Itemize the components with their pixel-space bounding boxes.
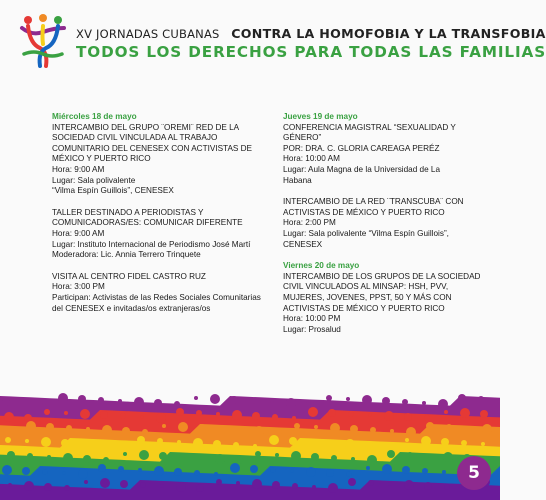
rainbow-drip: [196, 410, 202, 416]
event-title: CONTRA LA HOMOFOBIA Y LA TRANSFOBIA: [231, 26, 546, 41]
rainbow-drip: [346, 471, 352, 477]
rainbow-drip: [140, 415, 144, 419]
event-line: Hora: 2:00 PM: [283, 218, 336, 228]
rainbow-drip: [478, 396, 484, 402]
rainbow-drip: [62, 471, 66, 475]
rainbow-drip: [424, 482, 432, 490]
rainbow-drip: [24, 414, 32, 422]
rainbow-drip: [424, 415, 430, 421]
rainbow-drip: [351, 457, 355, 461]
rainbow-drip: [422, 468, 428, 474]
event-block: [52, 123, 252, 197]
rainbow-drip: [4, 412, 14, 422]
rainbow-drip: [41, 437, 51, 447]
event-line: GÉNERO”: [283, 133, 322, 143]
event-line: Lugar: Sala polivalente “Vilma Espín Guillois”,: [283, 228, 449, 238]
rainbow-drip: [7, 451, 15, 459]
rainbow-drip: [159, 452, 167, 460]
rainbow-drip: [139, 450, 149, 460]
rainbow-drip: [179, 454, 185, 460]
header-title-line: [76, 26, 546, 41]
rainbow-drip: [290, 469, 294, 473]
event-subtitle: TODOS LOS DERECHOS PARA TODAS LAS FAMILIAS: [76, 43, 546, 61]
rainbow-drip: [444, 410, 448, 414]
rainbow-drip: [407, 452, 413, 458]
rainbow-drip: [422, 401, 426, 405]
rainbow-drip: [444, 484, 450, 490]
rainbow-drip: [2, 465, 12, 475]
rainbow-drip: [66, 425, 72, 431]
rainbow-drip: [350, 425, 358, 433]
rainbow-drip: [331, 455, 337, 461]
event-line: POR: DRA. C. GLORIA CAREAGA PERÉZ: [283, 143, 440, 153]
rainbow-drip: [275, 453, 279, 457]
rainbow-drip: [382, 464, 392, 474]
rainbow-drip: [328, 409, 336, 417]
rainbow-drip: [345, 439, 355, 449]
rainbow-drip: [154, 399, 162, 407]
event-line: Hora: 10:00 AM: [283, 154, 340, 164]
rainbow-drip: [446, 424, 452, 430]
rainbow-drip: [42, 469, 48, 475]
rainbow-drip: [362, 395, 372, 405]
rainbow-drip: [64, 411, 68, 415]
rainbow-drip: [255, 451, 261, 457]
rainbow-drip: [250, 465, 258, 473]
rainbow-drip: [286, 398, 296, 408]
event-line: CENESEX: [283, 239, 323, 249]
rainbow-drip: [236, 481, 240, 485]
rainbow-drip: [118, 399, 122, 403]
rainbow-drip: [466, 426, 470, 430]
rainbow-drip: [458, 394, 466, 402]
event-block: [283, 271, 481, 336]
rainbow-drip: [157, 438, 163, 444]
rainbow-drip: [250, 398, 256, 404]
rainbow-drip: [120, 480, 128, 488]
rainbow-drip: [404, 480, 414, 490]
rainbow-drip: [405, 438, 409, 442]
rainbow-drip: [61, 439, 69, 447]
rainbow-drip: [98, 464, 106, 472]
event-line: Habana: [283, 175, 312, 185]
event-line: Lugar: Sala polivalente: [52, 175, 136, 185]
right-schedule-column: [283, 112, 481, 346]
rainbow-drip: [8, 483, 12, 487]
event-line: Moderadora: Lic. Annia Terrero Trinquete: [52, 250, 201, 260]
rainbow-drip: [84, 480, 88, 484]
rainbow-drip: [402, 399, 408, 405]
rainbow-drip: [252, 479, 262, 489]
rainbow-drip: [10, 430, 14, 434]
rainbow-drip: [330, 423, 340, 433]
rainbow-drip: [390, 429, 394, 433]
rainbow-drip: [86, 427, 90, 431]
rainbow-drip: [270, 467, 276, 473]
rainbow-drip: [156, 413, 166, 423]
rainbow-drip: [2, 398, 10, 406]
rainbow-drip: [348, 478, 356, 486]
event-logo-icon: [18, 14, 68, 70]
event-line: del CENESEX e invitadas/os extranjeras/os: [52, 303, 211, 313]
rainbow-drip: [198, 424, 206, 432]
event-line: Hora: 10:00 PM: [283, 314, 341, 324]
rainbow-drip: [270, 400, 274, 404]
rainbow-drip: [162, 424, 166, 428]
event-line: CONFERENCIA MAGISTRAL “SEXUALIDAD Y: [283, 122, 456, 132]
rainbow-drip: [308, 407, 318, 417]
rainbow-drip: [326, 395, 332, 401]
rainbow-drip: [196, 484, 204, 492]
event-line: MÉXICO Y PUERTO RICO: [52, 154, 151, 164]
event-block: [283, 197, 473, 250]
event-line: INTERCAMBIO DE LA RED ¨TRANSCUBA¨ CON: [283, 197, 464, 207]
rainbow-drip: [134, 397, 144, 407]
rainbow-drip: [292, 483, 298, 489]
rainbow-drip: [174, 401, 180, 407]
rainbow-drip: [481, 442, 485, 446]
rainbow-drip: [442, 470, 446, 474]
rainbow-drip: [199, 456, 203, 460]
rainbow-drip: [81, 441, 87, 447]
rainbow-drip: [309, 439, 315, 445]
rainbow-drip: [482, 424, 492, 434]
rainbow-drip: [346, 397, 350, 401]
rainbow-drip: [233, 442, 239, 448]
rainbow-drip: [83, 455, 91, 463]
rainbow-drip: [98, 397, 104, 403]
rainbow-drip: [176, 408, 184, 416]
rainbow-drip: [176, 482, 186, 492]
rainbow-drip: [385, 443, 391, 449]
event-line: Hora: 9:00 AM: [52, 164, 105, 174]
rainbow-drip: [120, 413, 126, 419]
rainbow-drip: [230, 396, 238, 404]
rainbow-drip: [269, 435, 279, 445]
rainbow-drip: [238, 428, 242, 432]
rainbow-drip: [254, 426, 264, 436]
rainbow-drip: [402, 466, 410, 474]
rainbow-drip: [102, 425, 112, 435]
rainbow-drip: [47, 455, 51, 459]
rainbow-drip: [193, 438, 203, 448]
rainbow-drip: [294, 423, 300, 429]
rainbow-drip: [137, 436, 145, 444]
rainbow-drip: [44, 409, 50, 415]
rainbow-drip: [426, 422, 434, 430]
rainbow-drip: [368, 413, 372, 417]
rainbow-drip: [388, 482, 392, 486]
rainbow-drip: [230, 463, 240, 473]
rainbow-drip: [22, 467, 30, 475]
rainbow-drip: [232, 410, 242, 420]
rainbow-drip: [101, 443, 105, 447]
rainbow-drip: [367, 455, 377, 465]
rainbow-drip: [44, 483, 52, 491]
rainbow-drip: [441, 438, 449, 446]
rainbow-drip: [314, 425, 318, 429]
rainbow-drip: [370, 427, 376, 433]
rainbow-drip: [154, 466, 164, 476]
rainbow-drip: [329, 441, 333, 445]
rainbow-drip: [26, 421, 36, 431]
rainbow-drip: [328, 483, 338, 493]
rainbow-drip: [27, 453, 33, 459]
rainbow-drip: [235, 456, 243, 464]
rainbow-drip: [122, 427, 130, 435]
rainbow-drip: [103, 457, 109, 463]
event-line: ACTIVISTAS DE MÉXICO Y PUERTO RICO: [283, 207, 445, 217]
rainbow-drip: [368, 480, 374, 486]
rainbow-drip: [365, 441, 373, 449]
rainbow-drip: [78, 395, 86, 403]
rainbow-drip: [438, 399, 448, 409]
rainbow-drip: [387, 450, 395, 458]
event-name: XV JORNADAS CUBANAS: [76, 27, 220, 41]
day-heading: Miércoles 18 de mayo: [52, 112, 137, 121]
rainbow-drip: [427, 454, 431, 458]
rainbow-drip: [348, 411, 354, 417]
rainbow-drip: [366, 466, 370, 470]
rainbow-drip: [253, 444, 257, 448]
rainbow-drip: [80, 409, 90, 419]
rainbow-drip: [274, 428, 282, 436]
rainbow-drip: [25, 439, 29, 443]
event-line: INTERCAMBIO DE LOS GRUPOS DE LA SOCIEDAD: [283, 271, 481, 281]
day-heading: Jueves 19 de mayo: [283, 112, 358, 121]
left-schedule-column: [52, 112, 261, 325]
event-line: Participan: Activistas de las Redes Sociales Comunitarias: [52, 292, 261, 302]
rainbow-drip: [46, 423, 54, 431]
rainbow-drip: [160, 484, 164, 488]
event-line: ACTIVISTAS DE MÉXICO Y PUERTO RICO: [283, 303, 445, 313]
rainbow-drip: [22, 400, 28, 406]
event-block: [52, 271, 261, 314]
rainbow-drip: [215, 454, 225, 464]
rainbow-drip: [5, 437, 11, 443]
rainbow-drip-band: [0, 382, 500, 500]
rainbow-drip: [123, 452, 127, 456]
event-line: COMUNICADORAS/ES: COMUNICAR DIFERENTE: [52, 218, 243, 228]
rainbow-drip: [64, 485, 70, 491]
rainbow-drip: [216, 479, 222, 485]
rainbow-drip: [252, 412, 260, 420]
rainbow-drip: [218, 426, 224, 432]
rainbow-drip: [178, 422, 188, 432]
rainbow-drip: [194, 396, 198, 400]
page-number-badge: 5: [457, 456, 491, 490]
rainbow-drip: [312, 485, 316, 489]
rainbow-drip: [100, 478, 110, 488]
rainbow-drip: [117, 441, 127, 451]
rainbow-drip: [58, 393, 68, 403]
rainbow-drip: [138, 468, 142, 472]
rainbow-drip: [443, 452, 453, 462]
rainbow-drip: [78, 469, 88, 479]
rainbow-drip: [272, 414, 278, 420]
event-line: INTERCAMBIO DEL GRUPO ¨OREMI¨ RED DE LA: [52, 122, 240, 132]
rainbow-drip: [142, 429, 148, 435]
event-line: COMUNITARIO DEL CENESEX CON ACTIVISTAS DE: [52, 143, 253, 153]
rainbow-drip: [461, 440, 467, 446]
rainbow-drip: [63, 453, 73, 463]
rainbow-drip: [194, 470, 200, 476]
rainbow-drip: [421, 436, 431, 446]
rainbow-drip: [42, 402, 46, 406]
rainbow-drip: [289, 437, 297, 445]
rainbow-drip: [382, 397, 390, 405]
event-line: Hora: 9:00 AM: [52, 228, 105, 238]
rainbow-drip: [306, 400, 314, 408]
rainbow-drip: [406, 427, 416, 437]
rainbow-drip: [140, 482, 146, 488]
rainbow-drip: [177, 440, 181, 444]
event-line: VISITA AL CENTRO FIDEL CASTRO RUZ: [52, 271, 206, 281]
rainbow-drip: [480, 410, 488, 418]
rainbow-drip: [216, 412, 220, 416]
event-line: Hora: 3:00 PM: [52, 282, 105, 292]
event-line: CIVIL VINCULADOS AL MINSAP: HSH, PVV,: [283, 282, 449, 292]
event-line: TALLER DESTINADO A PERIODISTAS Y: [52, 207, 204, 217]
event-line: “Vilma Espín Guillois”, CENESEX: [52, 186, 174, 196]
rainbow-drip: [384, 411, 394, 421]
rainbow-drip: [210, 394, 220, 404]
rainbow-drip: [311, 453, 319, 461]
rainbow-drip: [174, 468, 182, 476]
event-block: [283, 123, 473, 187]
rainbow-drip: [326, 469, 334, 477]
event-block: [52, 208, 252, 261]
day-heading: Viernes 20 de mayo: [283, 261, 360, 271]
event-line: MUJERES, JOVENES, PPST, 50 Y MÁS CON: [283, 292, 452, 302]
rainbow-drip: [24, 481, 34, 491]
rainbow-drip: [292, 416, 296, 420]
rainbow-drip: [213, 440, 221, 448]
rainbow-drip: [460, 408, 470, 418]
rainbow-drip: [291, 451, 301, 461]
rainbow-drip: [306, 467, 316, 477]
rainbow-drip: [100, 411, 108, 419]
rainbow-drip: [272, 481, 280, 489]
event-line: Lugar: Instituto Internacional de Periodismo José Martí: [52, 239, 251, 249]
rainbow-drip: [118, 466, 124, 472]
rainbow-drip: [214, 472, 218, 476]
event-line: Lugar: Aula Magna de la Universidad de La: [283, 164, 441, 174]
event-line: SOCIEDAD CIVIL VINCULADA AL TRABAJO: [52, 133, 218, 143]
rainbow-drip: [404, 413, 412, 421]
event-line: Lugar: Prosalud: [283, 324, 341, 334]
